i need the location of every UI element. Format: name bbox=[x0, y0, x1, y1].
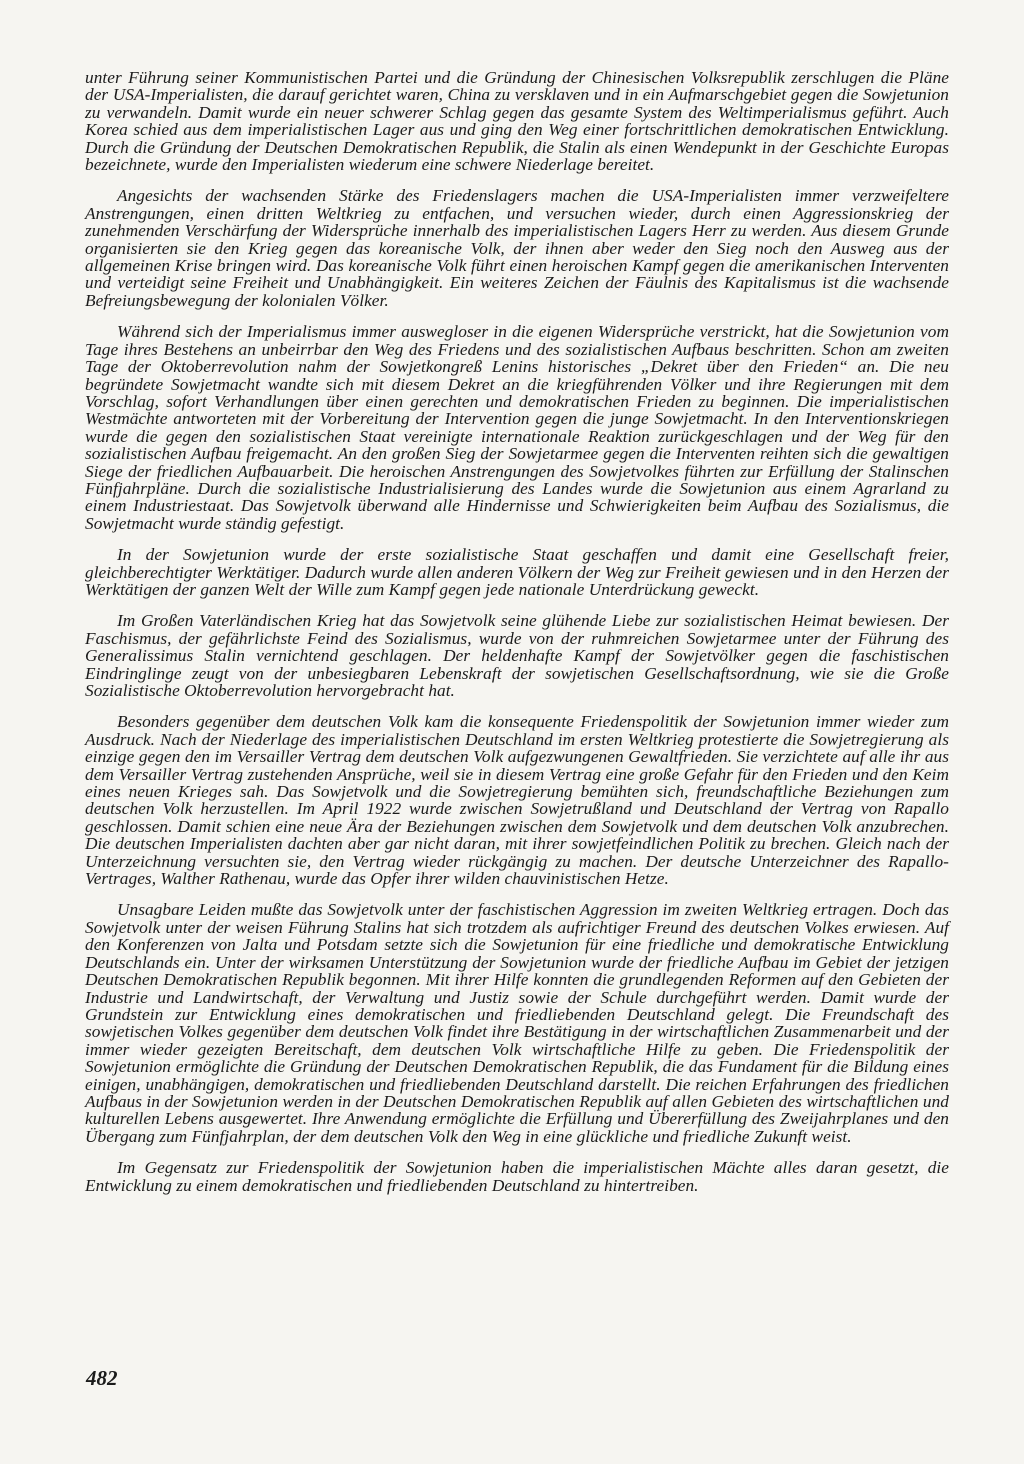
page-number: 482 bbox=[86, 1366, 118, 1390]
text-column bbox=[85, 69, 949, 1194]
paragraph-8: Im Gegensatz zur Friedenspolitik der Sowjetunion haben die imperialistischen Mächte alles daran gesetzt, die Entwicklung zu einem demokratischen und friedliebenden Deutschland zu hintertreiben. bbox=[85, 1158, 949, 1195]
paragraph-7: Unsagbare Leiden mußte das Sowjetvolk unter der faschistischen Aggression im zweiten Weltkrieg ertragen. Doch das Sowjetvolk unter der weisen Führung Stalins hat sich trotzdem als aufrichtiger Freund des deutschen Volkes erwiesen. Auf den Konferenzen von Jalta und Potsdam setzte sich die Sowjetunion für eine friedliche und demokratische Entwicklung Deutschlands ein. Unter der wirksamen Unterstützung der Sowjetunion wurde der friedliche Aufbau im Gebiet der jetzigen Deutschen Demokratischen Republik begonnen. Mit ihrer Hilfe konnten die grundlegenden Reformen auf den Gebieten der Industrie und Landwirtschaft, der Verwaltung und Justiz sowie der Schule durchgeführt werden. Damit wurde der Grundstein zur Entwicklung eines demokratischen und friedliebenden Deutschland gelegt. Die Freundschaft des sowjetischen Volkes gegenüber dem deutschen Volk findet ihre Bestätigung in der wirtschaftlichen Zusammenarbeit und der immer wieder gezeigten Bereitschaft, dem deutschen Volk wirtschaftliche Hilfe zu geben. Die Friedenspolitik der Sowjetunion ermöglichte die Gründung der Deutschen Demokratischen Republik, die das Fundament für die Bildung eines einigen, unabhängigen, demokratischen und friedliebenden Deutschland darstellt. Die reichen Erfahrungen des friedlichen Aufbaus in der Sowjetunion werden in der Deutschen Demokratischen Republik auf allen Gebieten des wirtschaftlichen und kulturellen Lebens ausgewertet. Ihre Anwendung ermöglichte die Erfüllung und Übererfüllung des Zweijahrplanes und den Übergang zum Fünfjahrplan, der dem deutschen Volk den Weg in eine glückliche und friedliche Zukunft weist. bbox=[85, 900, 949, 1146]
paragraph-6: Besonders gegenüber dem deutschen Volk kam die konsequente Friedenspolitik der Sowjetunion immer wieder zum Ausdruck. Nach der Niederlage des imperialistischen Deutschland im ersten Weltkrieg protestierte die Sowjetregierung als einzige gegen den im Versailler Vertrag dem deutschen Volk aufgezwungenen Gewaltfrieden. Sie verzichtete auf alle ihr aus dem Versailler Vertrag zustehenden Ansprüche, weil sie in diesem Vertrag eine große Gefahr für den Frieden und den Keim eines neuen Krieges sah. Das Sowjetvolk und die Sowjetregierung bemühten sich, freundschaftliche Beziehungen zum deutschen Volk herzustellen. Im April 1922 wurde zwischen Sowjetrußland und Deutschland der Vertrag von Rapallo geschlossen. Damit schien eine neue Ära der Beziehungen zwischen dem Sowjetvolk und dem deutschen Volk anzubrechen. Die deutschen Imperialisten dachten aber gar nicht daran, mit ihrer sowjetfeindlichen Politik zu brechen. Gleich nach der Unterzeichnung versuchten sie, den Vertrag wieder rückgängig zu machen. Der deutsche Unterzeichner des Rapallo-Vertrages, Walther Rathenau, wurde das Opfer ihrer wilden chauvinistischen Hetze. bbox=[85, 712, 949, 889]
paragraph-3: Während sich der Imperialismus immer auswegloser in die eigenen Widersprüche verstrickt, hat die Sowjetunion vom Tage ihres Bestehens an unbeirrbar den Weg des Friedens und des sozialistischen Aufbaus beschritten. Schon am zweiten Tage der Oktoberrevolution nahm der Sowjetkongreß Lenins historisches „Dekret über den Frieden“ an. Die neu begründete Sowjetmacht wandte sich mit diesem Dekret an die kriegführenden Völker und ihre Regierungen mit dem Vorschlag, sofort Verhandlungen über einen gerechten und demokratischen Frieden zu beginnen. Die imperialistischen Westmächte antworteten mit der Vorbereitung der Intervention gegen die junge Sowjetmacht. In den Interventionskriegen wurde die gegen den sozialistischen Staat vereinigte internationale Reaktion zurückgeschlagen und der Weg für den sozialistischen Aufbau freigemacht. An den großen Sieg der Sowjetarmee gegen die Interventen reihten sich die gewaltigen Siege der friedlichen Aufbauarbeit. Die heroischen Anstrengungen des Sowjetvolkes führten zur Erfüllung der Stalinschen Fünfjahrpläne. Durch die sozialistische Industrialisierung des Landes wurde die Sowjetunion aus einem Agrarland zu einem Industriestaat. Das Sowjetvolk überwand alle Hindernisse und Schwierigkeiten beim Aufbau des Sozialismus, die Sowjetmacht wurde ständig gefestigt. bbox=[85, 322, 949, 533]
paragraph-1: unter Führung seiner Kommunistischen Partei und die Gründung der Chinesischen Volksrepublik zerschlugen die Pläne der USA-Imperialisten, die darauf gerichtet waren, China zu versklaven und in ein Aufmarschgebiet gegen die Sowjetunion zu verwandeln. Damit wurde ein neuer schwerer Schlag gegen das gesamte System des Weltimperialismus geführt. Auch Korea schied aus dem imperialistischen Lager aus und ging den Weg einer fortschrittlichen demokratischen Entwicklung. Durch die Gründung der Deutschen Demokratischen Republik, die Stalin als einen Wendepunkt in der Geschichte Europas bezeichnete, wurde den Imperialisten wiederum eine schwere Niederlage bereitet. bbox=[85, 68, 949, 175]
paragraph-2: Angesichts der wachsenden Stärke des Friedenslagers machen die USA-Imperialisten immer verzweifeltere Anstrengungen, einen dritten Weltkrieg zu entfachen, und versuchen wieder, durch einen Aggressionskrieg der zunehmenden Verschärfung der Widersprüche innerhalb des imperialistischen Lagers Herr zu werden. Aus diesem Grunde organisierten sie den Krieg gegen das koreanische Volk, der ihnen aber weder den Sieg noch den Ausweg aus der allgemeinen Krise bringen wird. Das koreanische Volk führt einen heroischen Kampf gegen die amerikanischen Interventen und verteidigt seine Freiheit und Unabhängigkeit. Ein weiteres Zeichen der Fäulnis des Kapitalismus ist die wachsende Befreiungsbewegung der kolonialen Völker. bbox=[85, 186, 949, 310]
paragraph-5: Im Großen Vaterländischen Krieg hat das Sowjetvolk seine glühende Liebe zur sozialistischen Heimat bewiesen. Der Faschismus, der gefährlichste Feind des Sozialismus, wurde von der ruhmreichen Sowjetarmee unter der Führung des Generalissimus Stalin vernichtend geschlagen. Der heldenhafte Kampf der Sowjetvölker gegen die faschistischen Eindringlinge zeugt von der unbesiegbaren Lebenskraft der sowjetischen Gesellschaftsordnung, wie sie die Große Sozialistische Oktoberrevolution hervorgebracht hat. bbox=[85, 611, 949, 700]
paragraph-4: In der Sowjetunion wurde der erste sozialistische Staat geschaffen und damit eine Gesellschaft freier, gleichberechtigter Werktätiger. Dadurch wurde allen anderen Völkern der Weg zur Freiheit gewiesen und in den Herzen der Werktätigen der ganzen Welt der Wille zum Kampf gegen jede nationale Unterdrückung geweckt. bbox=[85, 545, 949, 599]
